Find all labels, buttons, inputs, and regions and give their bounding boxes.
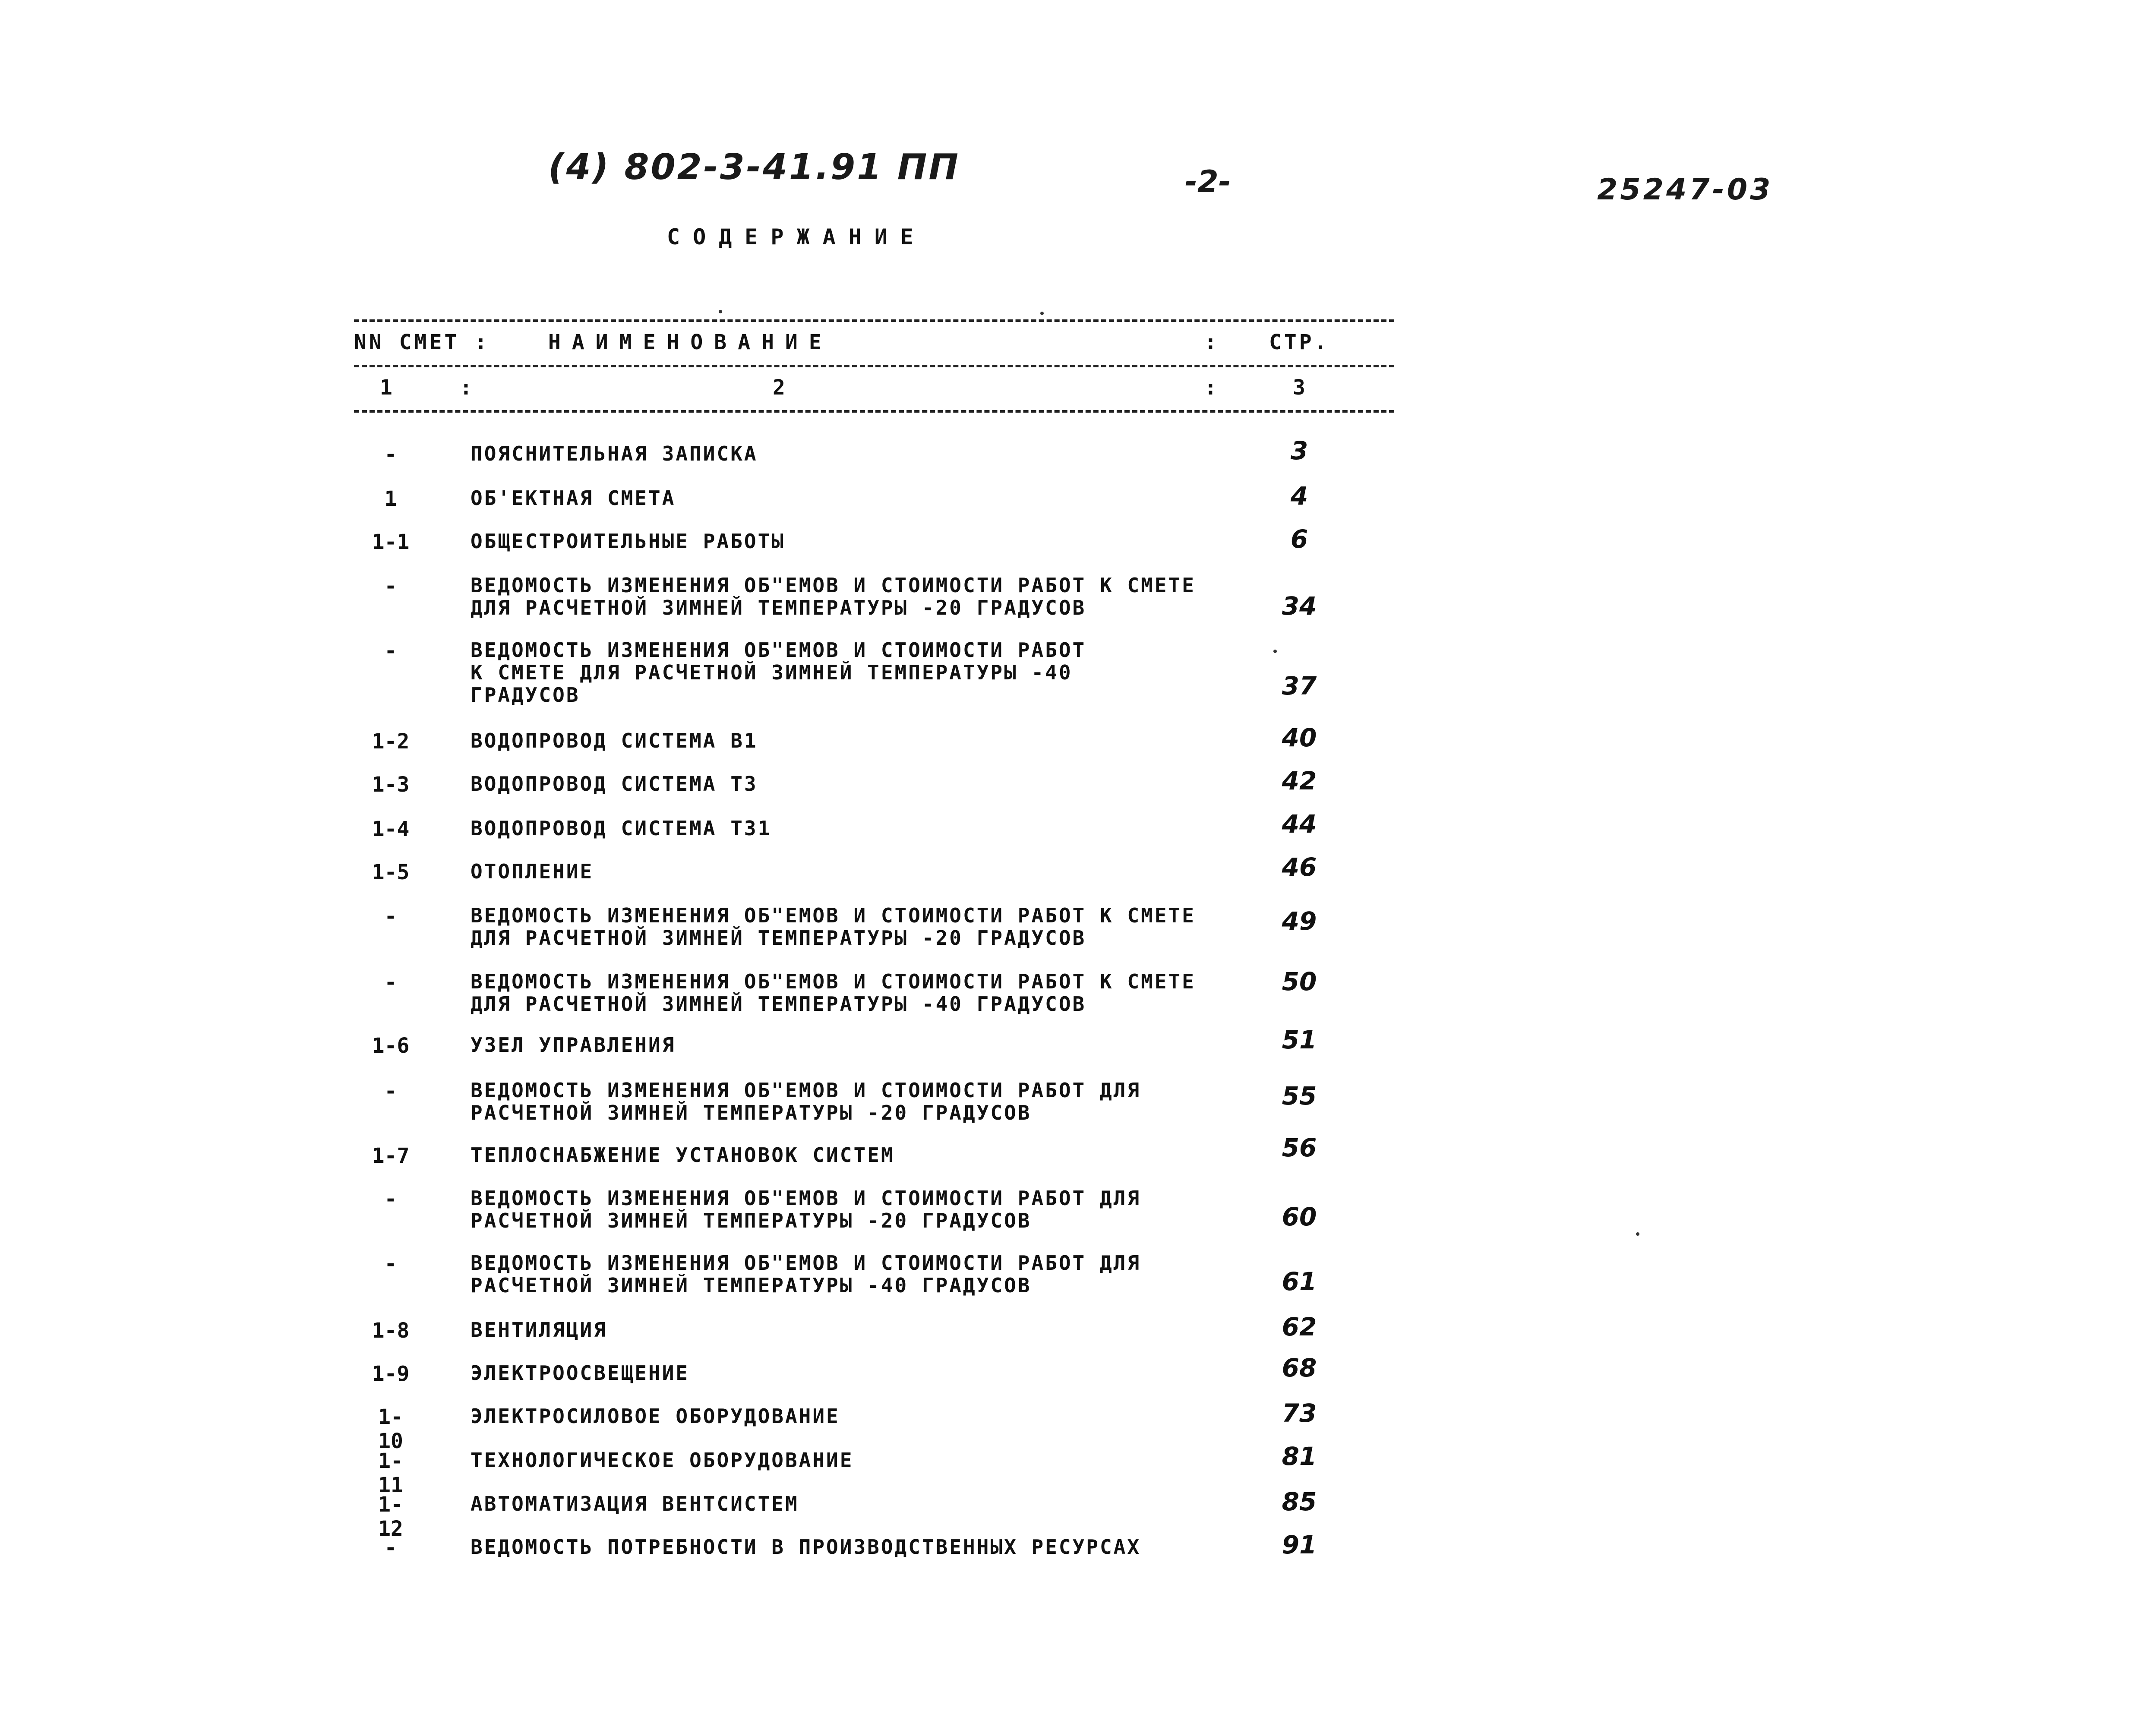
header-col-no: NN СМЕТ : — [354, 330, 490, 354]
row-title: ЭЛЕКТРОСИЛОВОЕ ОБОРУДОВАНИЕ — [471, 1405, 840, 1428]
header-num-sep-2: : — [1204, 376, 1219, 400]
row-title: ВОДОПРОВОД СИСТЕМА Т3 — [471, 772, 758, 795]
header-num-3: 3 — [1293, 376, 1308, 400]
row-number: - — [384, 970, 397, 994]
row-page: 44 — [1282, 809, 1317, 839]
row-number: - — [384, 574, 397, 598]
row-number: 1-6 — [372, 1034, 410, 1058]
scan-speck — [1636, 1232, 1639, 1236]
row-number: 1-12 — [378, 1493, 403, 1541]
row-title: ВЕДОМОСТЬ ИЗМЕНЕНИЯ ОБ"ЕМОВ И СТОИМОСТИ РАБОТ ДЛЯ РАСЧЕТНОЙ ЗИМНЕЙ ТЕМПЕРАТУРЫ -20 ГРАДУСОВ — [471, 1187, 1141, 1232]
row-page: 68 — [1282, 1353, 1317, 1382]
row-title: ВЕНТИЛЯЦИЯ — [471, 1318, 607, 1341]
row-number: 1-7 — [372, 1144, 410, 1168]
document-code: (4) 802-3-41.91 ПП — [548, 147, 960, 188]
page-number: -2- — [1185, 164, 1231, 199]
row-number: 1 — [384, 487, 397, 511]
row-title: ВЕДОМОСТЬ ИЗМЕНЕНИЯ ОБ"ЕМОВ И СТОИМОСТИ РАБОТ ДЛЯ РАСЧЕТНОЙ ЗИМНЕЙ ТЕМПЕРАТУРЫ -40 ГРАДУСОВ — [471, 1251, 1141, 1297]
row-title: ОБЩЕСТРОИТЕЛЬНЫЕ РАБОТЫ — [471, 530, 785, 553]
row-title: ОБ'ЕКТНАЯ СМЕТА — [471, 486, 676, 510]
row-number: 1-11 — [378, 1449, 403, 1497]
table-rule-mid — [354, 365, 1394, 367]
row-number: 1-8 — [372, 1319, 410, 1343]
row-page: 81 — [1282, 1442, 1317, 1471]
scan-speck — [1040, 312, 1044, 315]
row-page: 40 — [1282, 723, 1317, 752]
row-number: 1-4 — [372, 817, 410, 841]
row-title: ВЕДОМОСТЬ ПОТРЕБНОСТИ В ПРОИЗВОДСТВЕННЫХ РЕСУРСАХ — [471, 1535, 1141, 1559]
header-num-sep: : — [460, 376, 475, 400]
row-number: - — [384, 1252, 397, 1276]
row-title: ВЕДОМОСТЬ ИЗМЕНЕНИЯ ОБ"ЕМОВ И СТОИМОСТИ РАБОТ ДЛЯ РАСЧЕТНОЙ ЗИМНЕЙ ТЕМПЕРАТУРЫ -20 ГРАДУСОВ — [471, 1079, 1141, 1124]
row-number: - — [384, 1079, 397, 1103]
row-page: 37 — [1282, 671, 1317, 701]
row-number: 1-10 — [378, 1405, 403, 1453]
row-number: - — [384, 1187, 397, 1211]
row-title: ВЕДОМОСТЬ ИЗМЕНЕНИЯ ОБ"ЕМОВ И СТОИМОСТИ РАБОТ К СМЕТЕ ДЛЯ РАСЧЕТНОЙ ЗИМНЕЙ ТЕМПЕРАТУРЫ -40 ГРАДУСОВ — [471, 638, 1086, 707]
page-title: СОДЕРЖАНИЕ — [667, 224, 927, 249]
row-title: ТЕХНОЛОГИЧЕСКОЕ ОБОРУДОВАНИЕ — [471, 1449, 854, 1472]
row-title: ВЕДОМОСТЬ ИЗМЕНЕНИЯ ОБ"ЕМОВ И СТОИМОСТИ РАБОТ К СМЕТЕ ДЛЯ РАСЧЕТНОЙ ЗИМНЕЙ ТЕМПЕРАТУРЫ -20 ГРАДУСОВ — [471, 904, 1196, 950]
header-num-2: 2 — [773, 376, 788, 400]
row-page: 91 — [1282, 1530, 1317, 1559]
row-page: 6 — [1290, 524, 1308, 554]
row-page: 34 — [1282, 591, 1317, 621]
row-page: 60 — [1282, 1202, 1317, 1231]
archive-code: 25247-03 — [1597, 173, 1773, 207]
row-page: 42 — [1282, 766, 1317, 795]
row-page: 3 — [1290, 436, 1308, 465]
row-page: 50 — [1282, 967, 1317, 996]
header-col-name: НАИМЕНОВАНИЕ — [548, 330, 833, 354]
table-rule-bottom — [354, 410, 1394, 413]
row-page: 49 — [1282, 906, 1317, 936]
row-number: - — [384, 904, 397, 928]
row-number: - — [384, 442, 397, 467]
row-page: 56 — [1282, 1133, 1317, 1162]
row-number: 1-5 — [372, 860, 410, 884]
row-title: ВОДОПРОВОД СИСТЕМА Т31 — [471, 817, 772, 840]
header-num-1: 1 — [380, 376, 395, 400]
row-page: 4 — [1290, 481, 1308, 511]
row-title: УЗЕЛ УПРАВЛЕНИЯ — [471, 1033, 676, 1057]
table-rule-top — [354, 319, 1394, 322]
row-title: ВЕДОМОСТЬ ИЗМЕНЕНИЯ ОБ"ЕМОВ И СТОИМОСТИ РАБОТ К СМЕТЕ ДЛЯ РАСЧЕТНОЙ ЗИМНЕЙ ТЕМПЕРАТУРЫ -40 ГРАДУСОВ — [471, 970, 1196, 1016]
row-page: 61 — [1282, 1267, 1317, 1296]
scan-speck — [1273, 650, 1277, 653]
row-page: 46 — [1282, 852, 1317, 882]
row-title: ПОЯСНИТЕЛЬНАЯ ЗАПИСКА — [471, 442, 758, 465]
header-col-page: СТР. — [1269, 330, 1329, 354]
row-title: ЭЛЕКТРООСВЕЩЕНИЕ — [471, 1361, 690, 1385]
row-title: ВЕДОМОСТЬ ИЗМЕНЕНИЯ ОБ"ЕМОВ И СТОИМОСТИ РАБОТ К СМЕТЕ ДЛЯ РАСЧЕТНОЙ ЗИМНЕЙ ТЕМПЕРАТУРЫ -20 ГРАДУСОВ — [471, 574, 1196, 619]
row-page: 73 — [1282, 1398, 1317, 1428]
row-number: 1-2 — [372, 729, 410, 754]
row-page: 62 — [1282, 1312, 1317, 1341]
row-number: - — [384, 639, 397, 663]
row-number: 1-1 — [372, 530, 410, 554]
row-number: - — [384, 1536, 397, 1560]
row-title: ВОДОПРОВОД СИСТЕМА В1 — [471, 729, 758, 752]
row-number: 1-9 — [372, 1362, 410, 1386]
row-number: 1-3 — [372, 773, 410, 797]
scan-speck — [719, 310, 722, 313]
row-title: ОТОПЛЕНИЕ — [471, 860, 594, 883]
row-page: 51 — [1282, 1025, 1317, 1054]
row-page: 85 — [1282, 1487, 1317, 1516]
header-col-sep: : — [1204, 330, 1219, 354]
row-title: АВТОМАТИЗАЦИЯ ВЕНТСИСТЕМ — [471, 1492, 799, 1515]
row-title: ТЕПЛОСНАБЖЕНИЕ УСТАНОВОК СИСТЕМ — [471, 1143, 895, 1167]
row-page: 55 — [1282, 1081, 1317, 1111]
